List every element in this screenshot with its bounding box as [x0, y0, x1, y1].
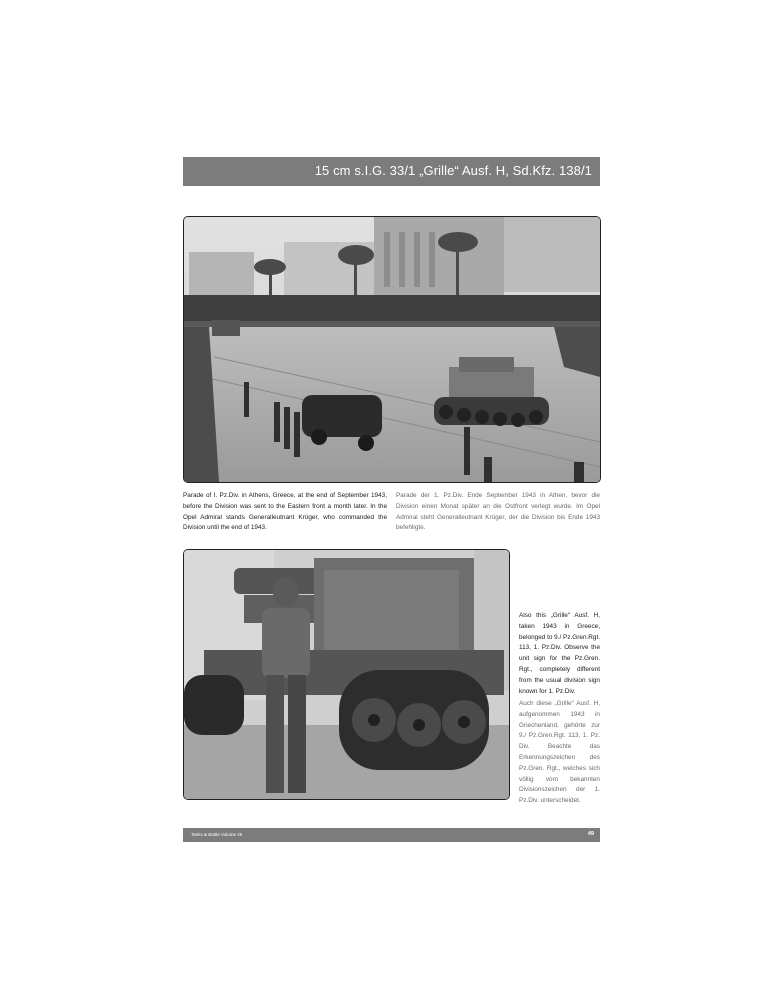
page-footer [183, 828, 600, 842]
chapter-title-bar [183, 157, 600, 186]
photo1-caption-en: Parade of I. Pz.Div. in Athens, Greece, at the end of September 1943, before the Division was sent to the Eastern front a month later. In the Opel Admiral stands Generalleutnant Krüger, who commanded the Division until the end of 1943. [183, 492, 387, 532]
photo1-caption-de: Parade der 1. Pz.Div. Ende September 1943 in Athen, bevor die Division einen Monat später an die Ostfront verlegt wurde. Im Opel Admiral steht Generalleutnant Krüger, der die Division bis Ende 1943 befehligte. [396, 492, 600, 532]
parade-photo [183, 216, 601, 483]
chapter-title: 15 cm s.I.G. 33/1 „Grille“ Ausf. H, Sd.Kfz. 138/1 [314, 163, 592, 178]
photo2-caption-en: Also this „Grille“ Ausf. H, taken 1943 in Greece, belonged to 9./ Pz.Gren.Rgt. 113, 1. Pz.Div. Observe the unit sign for the Pz.Gren. Rgt., completely different from the usual division sign known for 1. Pz.Div. [519, 612, 600, 695]
series-title: Tanks & Battle Volume 26 [191, 832, 243, 837]
photo2-caption-de: Auch diese „Grille“ Ausf. H, aufgenommen 1943 in Griechenland, gehörte zur 9./ Pz.Gren.Rgt. 113, 1. Pz. Div. Beachte das Erkennungszeichen des Pz.Gren. Rgt., welches sich völlig vom bekannten Divisionszeichen der 1. Pz.Div. unterscheidet. [519, 700, 600, 805]
page-number: 49 [587, 831, 594, 837]
grille-photo [183, 549, 510, 800]
